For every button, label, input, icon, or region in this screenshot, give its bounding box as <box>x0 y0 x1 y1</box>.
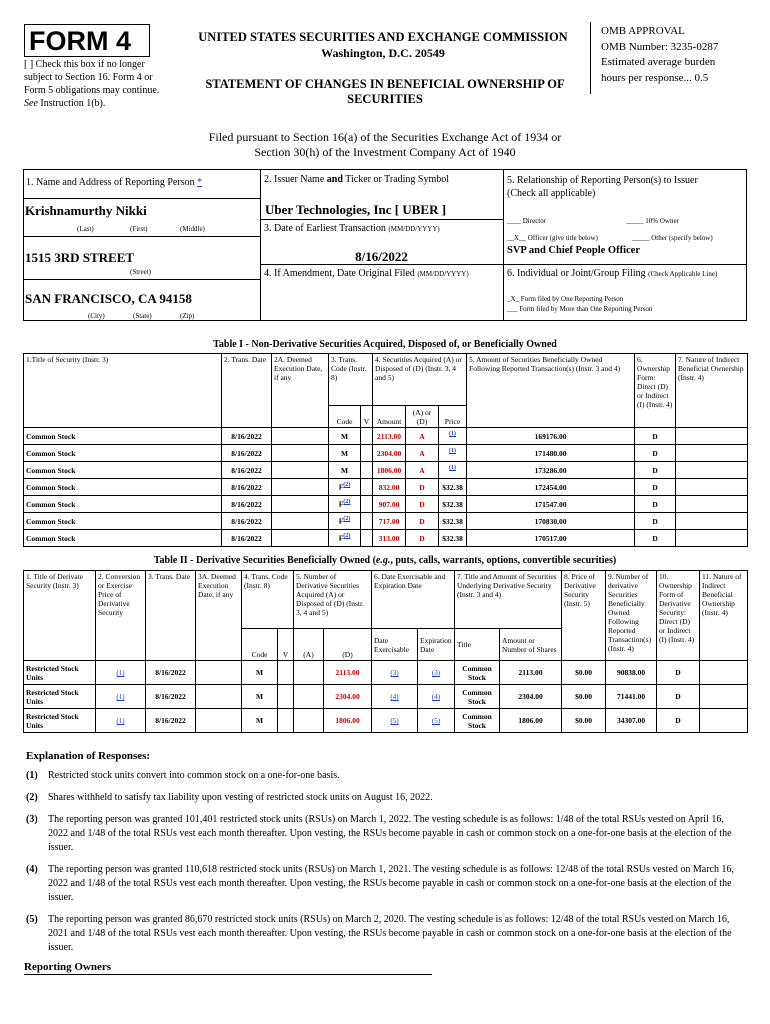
omb-approval: OMB APPROVAL <box>601 25 685 37</box>
t1-row <box>24 530 748 547</box>
t1-sub-v: V <box>361 406 373 428</box>
box3-label: 3. Date of Earliest Transaction (MM/DD/YYYY) <box>264 223 440 234</box>
t1-cell-nature <box>676 496 748 513</box>
footnote-link[interactable]: (2) <box>343 533 351 540</box>
t1-cell-security: Common Stock <box>24 428 222 445</box>
t2-header-number: 5. Number of Derivative Securities Acquired (A) or Disposed of (D) (Instr. 3, 4 and 5) <box>294 571 372 629</box>
t2-cell-owned: 34307.00 <box>606 709 657 733</box>
t2-cell-security: Restricted Stock Units <box>24 661 96 685</box>
t1-cell-ad: D <box>406 530 439 547</box>
explanation-text: The reporting person was granted 86,670 restricted stock units (RSUs) on March 2, 2020. The vesting schedule is as follows: 12/48 of the total RSUs vested on March 16, 2021 and 1/48 of the total RSUs vest each month thereafter. Upon vesting, the RSUs become payable in cash or common stock on a one-for-one basis at the election of the issuer. <box>48 914 732 953</box>
t2-cell-form: D <box>657 685 700 709</box>
city-label: (City) <box>88 312 105 320</box>
t2-header-price: 8. Price of Derivative Security (Instr. 5) <box>562 571 606 661</box>
t2-cell-title: Common Stock <box>455 709 500 733</box>
t1-cell-deemed <box>272 428 329 445</box>
footnote-link[interactable]: (1) <box>449 431 457 438</box>
t1-cell-deemed <box>272 530 329 547</box>
filed-pursuant <box>100 130 670 160</box>
t1-cell-v <box>361 530 373 547</box>
explanation-number: (4) <box>26 864 38 875</box>
t1-cell-owned: 171480.00 <box>467 445 635 462</box>
t1-cell-ad: D <box>406 479 439 496</box>
filed-by-one-option: _X_ Form filed by One Reporting Person <box>507 295 624 303</box>
t2-cell-nature <box>700 709 748 733</box>
t2-cell-a <box>294 685 324 709</box>
officer-title: SVP and Chief People Officer <box>507 245 640 256</box>
t1-cell-date: 8/16/2022 <box>222 479 272 496</box>
t1-cell-form: D <box>635 530 676 547</box>
t2-cell-v <box>278 709 294 733</box>
t2-row <box>24 661 748 685</box>
t1-cell-code <box>329 479 361 496</box>
t1-cell-code <box>329 513 361 530</box>
t2-cell-d: 1806.00 <box>324 709 372 733</box>
explanation-item <box>26 913 746 955</box>
t1-code-text: M <box>340 448 349 458</box>
t2-cell-code: M <box>242 685 278 709</box>
t2-cell-conversion <box>96 709 146 733</box>
t2-sub-expiration: Expiration Date <box>418 629 455 661</box>
t1-cell-ad: A <box>406 445 439 462</box>
t2-cell-expiration <box>418 709 455 733</box>
checkbox-text: [ ] Check this box if no longer subject to Section 16. Form 4 or Form 5 obligations may continue. <box>24 59 160 96</box>
t1-row <box>24 479 748 496</box>
t2-cell-security: Restricted Stock Units <box>24 709 96 733</box>
t2-cell-nature <box>700 661 748 685</box>
t2-sub-title: Title <box>455 629 500 661</box>
footnote-link[interactable]: (1) <box>116 693 125 701</box>
t1-row <box>24 496 748 513</box>
t1-cell-code <box>329 445 361 462</box>
t2-cell-code: M <box>242 661 278 685</box>
t1-sub-amount: Amount <box>373 406 406 428</box>
derivative-table <box>23 570 748 733</box>
t1-code-text: M <box>340 431 349 441</box>
form-title: FORM 4 <box>24 24 150 57</box>
footnote-link[interactable]: (3) <box>431 669 441 677</box>
t2-cell-v <box>278 685 294 709</box>
t2-cell-shares: 1806.00 <box>500 709 562 733</box>
checkbox-notice <box>24 58 174 110</box>
t1-cell-amount: 717.00 <box>373 513 406 530</box>
t1-cell-date: 8/16/2022 <box>222 513 272 530</box>
t1-cell-price <box>439 445 467 462</box>
t1-cell-price: $32.38 <box>439 530 467 547</box>
t1-cell-deemed <box>272 479 329 496</box>
t1-cell-code <box>329 530 361 547</box>
t2-cell-owned: 90838.00 <box>606 661 657 685</box>
explanation-item <box>26 813 746 855</box>
t2-cell-a <box>294 661 324 685</box>
see-label: See <box>24 98 38 109</box>
ten-pct-owner-option: _____ 10% Owner <box>626 217 679 225</box>
statement-title: STATEMENT OF CHANGES IN BENEFICIAL OWNERSHIP OF SECURITIES <box>205 77 565 106</box>
t1-cell-code <box>329 428 361 445</box>
t2-cell-d: 2113.00 <box>324 661 372 685</box>
t1-cell-owned: 169176.00 <box>467 428 635 445</box>
t2-header-title: 1. Title of Derivate Security (Instr. 3) <box>24 571 96 661</box>
box5-label: 5. Relationship of Reporting Person(s) to Issuer (Check all applicable) <box>507 175 698 199</box>
footnote-link[interactable]: (4) <box>431 693 441 701</box>
t2-cell-v <box>278 661 294 685</box>
t2-cell-conversion <box>96 661 146 685</box>
t2-cell-date: 8/16/2022 <box>146 661 196 685</box>
footnote-link[interactable]: (4) <box>390 693 399 701</box>
t1-cell-price: $32.38 <box>439 513 467 530</box>
t2-header-deemed: 3A. Deemed Execution Date, if any <box>196 571 242 661</box>
t2-header-code: 4. Trans. Code (Instr. 8) <box>242 571 294 629</box>
t1-cell-price <box>439 428 467 445</box>
t1-cell-deemed <box>272 513 329 530</box>
t2-cell-nature <box>700 685 748 709</box>
t1-cell-nature <box>676 445 748 462</box>
t2-cell-shares: 2113.00 <box>500 661 562 685</box>
t2-cell-date: 8/16/2022 <box>146 685 196 709</box>
t1-cell-owned: 171547.00 <box>467 496 635 513</box>
t1-cell-v <box>361 496 373 513</box>
t2-cell-owned: 71441.00 <box>606 685 657 709</box>
t2-cell-price: $0.00 <box>562 709 606 733</box>
t1-code-text: F <box>338 482 344 492</box>
t1-cell-date: 8/16/2022 <box>222 445 272 462</box>
footnote-link[interactable]: (3) <box>390 669 399 677</box>
explanation-item <box>26 863 746 905</box>
last-label: (Last) <box>77 225 94 233</box>
t2-cell-price: $0.00 <box>562 685 606 709</box>
table1-title: Table I - Non-Derivative Securities Acquired, Disposed of, or Beneficially Owned <box>213 339 557 350</box>
street-address: 1515 3RD STREET <box>25 250 135 265</box>
t1-cell-nature <box>676 479 748 496</box>
t2-sub-date-exercisable: Date Exercisable <box>372 629 418 661</box>
agency-location: Washington, D.C. 20549 <box>321 46 445 60</box>
footnote-link[interactable]: (1) <box>116 717 125 725</box>
t2-cell-deemed <box>196 661 242 685</box>
t1-cell-ad: D <box>406 513 439 530</box>
explanation-title: Explanation of Responses: <box>26 750 151 762</box>
t2-cell-shares: 2304.00 <box>500 685 562 709</box>
t2-sub-code: Code <box>242 629 278 661</box>
t2-cell-form: D <box>657 709 700 733</box>
t1-row <box>24 428 748 445</box>
instruction-ref: Instruction 1(b). <box>40 98 106 109</box>
reporting-person-name: Krishnamurthy Nikki <box>25 203 147 218</box>
t1-cell-price: $32.38 <box>439 496 467 513</box>
footnote-link[interactable]: (5) <box>390 717 399 725</box>
t2-cell-exercisable <box>372 709 418 733</box>
filed-by-more-option: ___ Form filed by More than One Reporting Person <box>507 305 653 313</box>
t1-header-form: 6. Ownership Form: Direct (D) or Indirect (I) (Instr. 4) <box>635 354 676 428</box>
table2-title: Table II - Derivative Securities Beneficially Owned (e.g., puts, calls, warrants, options, convertible securities) <box>153 555 617 566</box>
t2-sub-d: (D) <box>324 629 372 661</box>
t2-header-date: 3. Trans. Date <box>146 571 196 661</box>
t2-row <box>24 685 748 709</box>
t1-cell-deemed <box>272 462 329 479</box>
t2-header-conversion: 2. Conversion or Exercise Price of Derivative Security <box>96 571 146 661</box>
director-option: ____ Director <box>507 217 547 225</box>
earliest-transaction-date: 8/16/2022 <box>355 249 408 264</box>
t2-cell-exercisable <box>372 661 418 685</box>
omb-burden-1: Estimated average burden <box>601 56 716 68</box>
t1-code-text: F <box>338 533 344 543</box>
t1-cell-amount: 832.00 <box>373 479 406 496</box>
t1-cell-v <box>361 445 373 462</box>
t2-cell-title: Common Stock <box>455 685 500 709</box>
box2-label: 2. Issuer Name and Ticker or Trading Symbol <box>264 174 450 185</box>
explanation-text: Restricted stock units convert into common stock on a one-for-one basis. <box>48 770 340 781</box>
t2-header-nature: 11. Nature of Indirect Beneficial Ownership (Instr. 4) <box>700 571 748 661</box>
omb-number: OMB Number: 3235-0287 <box>601 40 719 53</box>
other-option: _____ Other (specify below) <box>632 234 713 242</box>
t1-cell-form: D <box>635 479 676 496</box>
explanation-number: (5) <box>26 914 38 925</box>
t2-cell-security: Restricted Stock Units <box>24 685 96 709</box>
footnote-link[interactable]: (2) <box>343 499 351 506</box>
t1-cell-ad: D <box>406 496 439 513</box>
t1-header-code: 3. Trans. Code (Instr. 8) <box>329 354 373 406</box>
t1-cell-owned: 172454.00 <box>467 479 635 496</box>
t1-header-owned: 5. Amount of Securities Beneficially Owned Following Reported Transaction(s) (Instr. 3 and 4) <box>467 354 635 428</box>
t1-cell-amount: 2304.00 <box>373 445 406 462</box>
t2-sub-v: V <box>278 629 294 661</box>
t2-header-owned: 9. Number of derivative Securities Beneficially Owned Following Reported Transaction(s) (Instr. 4) <box>606 571 657 661</box>
explanation-number: (1) <box>26 770 38 781</box>
t1-cell-owned: 170830.00 <box>467 513 635 530</box>
explanation-text: The reporting person was granted 101,401 restricted stock units (RSUs) on March 1, 2022. The vesting schedule is as follows: 1/48 of the total RSUs vested on April 16, 2022 and 1/48 of the total RSUs vest each month thereafter. Upon vesting, the RSUs become payable in cash or common stock on a one-for-one basis at the election of the issuer. <box>48 814 732 853</box>
t1-cell-security: Common Stock <box>24 496 222 513</box>
t1-header-deemed: 2A. Deemed Execution Date, if any <box>272 354 329 428</box>
t1-cell-amount: 907.00 <box>373 496 406 513</box>
t1-cell-price <box>439 462 467 479</box>
t1-code-text: M <box>340 465 349 475</box>
t1-cell-date: 8/16/2022 <box>222 428 272 445</box>
first-label: (First) <box>130 225 148 233</box>
t1-cell-nature <box>676 530 748 547</box>
t1-cell-form: D <box>635 513 676 530</box>
t1-cell-security: Common Stock <box>24 530 222 547</box>
t1-cell-v <box>361 428 373 445</box>
t2-cell-conversion <box>96 685 146 709</box>
t1-cell-date: 8/16/2022 <box>222 462 272 479</box>
state-label: (State) <box>133 312 152 320</box>
t1-cell-form: D <box>635 445 676 462</box>
t1-cell-owned: 170517.00 <box>467 530 635 547</box>
t1-cell-amount: 2113.00 <box>373 428 406 445</box>
t1-sub-price: Price <box>439 406 467 428</box>
t2-row <box>24 709 748 733</box>
agency-name: UNITED STATES SECURITIES AND EXCHANGE COMMISSION <box>198 30 568 44</box>
t1-cell-date: 8/16/2022 <box>222 496 272 513</box>
t2-sub-amount: Amount or Number of Shares <box>500 629 562 661</box>
t1-cell-nature <box>676 462 748 479</box>
t1-cell-amount: 1806.00 <box>373 462 406 479</box>
issuer-name: Uber Technologies, Inc [ UBER ] <box>265 202 447 217</box>
t1-cell-v <box>361 462 373 479</box>
middle-label: (Middle) <box>180 225 205 233</box>
non-derivative-table <box>23 353 748 547</box>
reporting-owners-heading: Reporting Owners <box>24 961 112 973</box>
t2-cell-deemed <box>196 709 242 733</box>
t1-header-nature: 7. Nature of Indirect Beneficial Ownership (Instr. 4) <box>676 354 748 428</box>
t1-header-date: 2. Trans. Date <box>222 354 272 428</box>
t1-cell-code <box>329 462 361 479</box>
explanation-number: (2) <box>26 792 38 803</box>
t1-cell-amount: 313.00 <box>373 530 406 547</box>
t2-cell-form: D <box>657 661 700 685</box>
box6-label: 6. Individual or Joint/Group Filing (Check Applicable Line) <box>507 268 718 279</box>
t1-cell-form: D <box>635 428 676 445</box>
explanation-item <box>26 769 746 783</box>
t1-code-text: F <box>338 499 344 509</box>
t2-cell-expiration <box>418 685 455 709</box>
t1-cell-form: D <box>635 462 676 479</box>
footnote-link[interactable]: (2) <box>343 482 351 489</box>
t1-cell-ad: A <box>406 428 439 445</box>
t1-cell-nature <box>676 428 748 445</box>
t1-cell-security: Common Stock <box>24 462 222 479</box>
explanation-number: (3) <box>26 814 38 825</box>
t1-cell-nature <box>676 513 748 530</box>
t2-cell-title: Common Stock <box>455 661 500 685</box>
explanation-text: The reporting person was granted 110,618 restricted stock units (RSUs) on March 1, 2021. The vesting schedule is as follows: 12/48 of the total RSUs vested on March 16, 2022 and 1/48 of the total RSUs vest each month thereafter. Upon vesting, the RSUs become payable in cash or common stock on a one-for-one basis at the election of the issuer. <box>48 864 734 903</box>
t1-cell-deemed <box>272 445 329 462</box>
t2-cell-deemed <box>196 685 242 709</box>
footnote-link[interactable]: (5) <box>431 717 441 725</box>
box1-label: 1. Name and Address of Reporting Person * <box>26 177 203 188</box>
t1-cell-owned: 173286.00 <box>467 462 635 479</box>
filed-pursuant-line-2: Section 30(h) of the Investment Company Act of 1940 <box>254 145 516 159</box>
t1-cell-code <box>329 496 361 513</box>
t2-header-underlying: 7. Title and Amount of Securities Underlying Derivative Security (Instr. 3 and 4) <box>455 571 562 629</box>
t1-row <box>24 445 748 462</box>
t1-cell-v <box>361 513 373 530</box>
t1-cell-security: Common Stock <box>24 445 222 462</box>
t1-cell-price: $32.38 <box>439 479 467 496</box>
t2-cell-d: 2304.00 <box>324 685 372 709</box>
zip-label: (Zip) <box>180 312 195 320</box>
omb-divider <box>590 22 591 94</box>
t2-sub-a: (A) <box>294 629 324 661</box>
t1-code-text: F <box>338 516 344 526</box>
officer-option: __X__ Officer (give title below) <box>507 234 598 242</box>
t2-header-exercisable: 6. Date Exercisable and Expiration Date <box>372 571 455 629</box>
footnote-link[interactable]: (2) <box>343 516 351 523</box>
t1-sub-ad: (A) or (D) <box>406 406 439 428</box>
t1-cell-form: D <box>635 496 676 513</box>
footnote-link[interactable]: (1) <box>116 669 125 677</box>
t2-header-form: 10. Ownership Form of Derivative Security: Direct (D) or Indirect (I) (Instr. 4) <box>657 571 700 661</box>
street-label: (Street) <box>130 268 151 276</box>
t1-cell-ad: A <box>406 462 439 479</box>
explanation-item <box>26 791 746 805</box>
explanation-text: Shares withheld to satisfy tax liability upon vesting of restricted stock units on August 16, 2022. <box>48 792 433 803</box>
t1-cell-deemed <box>272 496 329 513</box>
omb-box <box>601 24 718 86</box>
omb-burden-2: hours per response... 0.5 <box>601 71 709 84</box>
t2-cell-a <box>294 709 324 733</box>
box4-label: 4. If Amendment, Date Original Filed (MM/DD/YYYY) <box>264 268 469 279</box>
t1-cell-security: Common Stock <box>24 513 222 530</box>
t1-cell-security: Common Stock <box>24 479 222 496</box>
t1-cell-v <box>361 479 373 496</box>
asterisk-link[interactable]: * <box>197 177 203 188</box>
t1-sub-code: Code <box>329 406 361 428</box>
footnote-link[interactable]: (1) <box>449 448 457 455</box>
t2-cell-code: M <box>242 709 278 733</box>
t1-cell-date: 8/16/2022 <box>222 530 272 547</box>
city-state-zip: SAN FRANCISCO, CA 94158 <box>25 291 192 306</box>
t2-cell-price: $0.00 <box>562 661 606 685</box>
t1-header-acquired: 4. Securities Acquired (A) or Disposed of (D) (Instr. 3, 4 and 5) <box>373 354 467 406</box>
t1-row <box>24 513 748 530</box>
t2-cell-expiration <box>418 661 455 685</box>
filed-pursuant-line-1: Filed pursuant to Section 16(a) of the Securities Exchange Act of 1934 or <box>208 130 562 144</box>
footnote-link[interactable]: (1) <box>449 465 457 472</box>
t1-header-title: 1.Title of Security (Instr. 3) <box>24 354 222 428</box>
t2-cell-exercisable <box>372 685 418 709</box>
t1-row <box>24 462 748 479</box>
reporting-owners-rule <box>24 974 432 975</box>
explanation-list <box>26 769 746 963</box>
t2-cell-date: 8/16/2022 <box>146 709 196 733</box>
